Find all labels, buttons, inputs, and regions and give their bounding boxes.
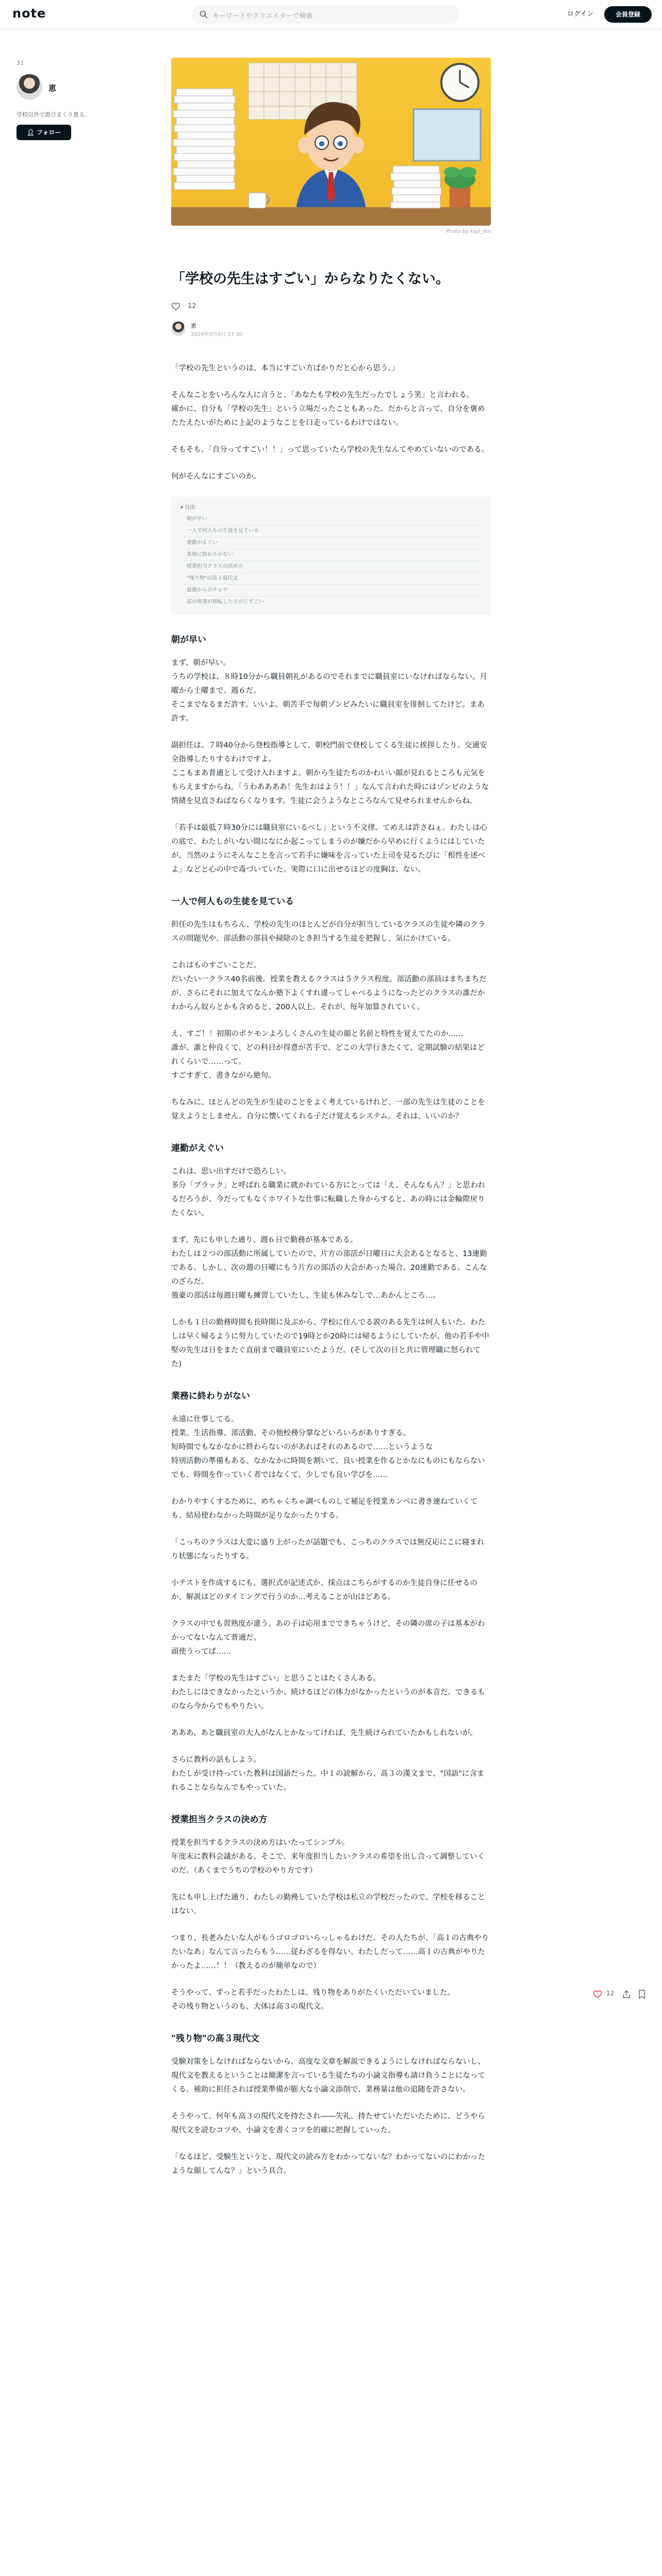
heart-icon[interactable] (171, 302, 180, 311)
follow-button[interactable] (16, 125, 71, 140)
paragraph: 先にも申し上げた通り、わたしの勤務していた学校は私立の学校だったので、学校を移ることはない。 (171, 1893, 485, 1916)
paragraph: 副担任は、７時40分から登校指導として、朝校門前で登校してくる生徒に挨拶したり、交通安全指導したりするわけですよ。 ここもまあ普通として受け入れますよ。朝から生徒たちのかわいい顔が見れるところも元気をもらえますからね。「うわああああ！先生おはよう！！」なんて言われた時にはゾンビのような情緒を見直さねばならくなります。生徒に会うようなところなんて見せられませんからね。 (171, 741, 489, 805)
article-body (171, 362, 491, 2191)
author-name[interactable]: 恵 (191, 323, 196, 329)
section-heading: 授業担当クラスの決め方 (171, 1815, 268, 1825)
paragraph: わかりやすくするために、めちゃくちゃ調べものして補足を授業カンペに書き連ねていくても、結局使わなかった時間が足りなかったりする。 (171, 1498, 478, 1520)
paragraph: これはものすごいことだ。 だいたい一クラス40名前後。授業を教えるクラスは５クラス程度。部活動の部員はまちまちだが、さらにそれに加えてなんか塾下よくすれ違ってしゃべるようになったどのクラスの誰だかわからん奴らとかも含めると、200人以上。それが、毎年加算されていく。 (171, 961, 487, 1011)
paragraph: え、すご！！初期のポケモンよろしくさんの生徒の顔と名前と特性を覚えてたのか…… 誰が、誰と仲良くて、どの科目が得意が苦手で、どこの大学行きたくて、定期試験の結果はどれくらいで……って。 すごすぎて、書きながら絶句。 (171, 1030, 485, 1080)
paragraph: 「こっちのクラスは大変に盛り上がったが話題でも、こっちのクラスでは無反応にこに寝まれり状態になったりする。 (171, 1538, 485, 1561)
toc-item[interactable]: 部の刑事が移転した方がにすごい (187, 599, 264, 605)
hero-image (171, 58, 491, 226)
person-add-icon: 👤︎ (26, 129, 35, 136)
paragraph: つまり、長老みたいな人がもうゴロゴロいらっしゃるわけだ。その人たちが、「高１の古典やりたいなあ」なんて言ったらもう……従わざるを得ない。わたしだって……高１の古典がやりたかったよ……！！（教えるのが簡単なので） (171, 1934, 489, 1970)
share-icon[interactable] (622, 1990, 631, 1999)
toc-item[interactable]: 業務に終わりがない (180, 549, 482, 561)
article-title: 「学校の先生はすごい」からなりたくない。 (171, 271, 450, 287)
note-logo[interactable]: note (12, 6, 46, 21)
paragraph: クラスの中でも習熟度が違う。あの子は応用までできちゃうけど、その隣の席の子は基本がわかってないなんて普通だ。 頭使うってば…… (171, 1620, 485, 1656)
paragraph: 授業を担当するクラスの決め方はいたってシンプル。 年度末に教科会議がある。そこで、来年度担当したいクラスの希望を出し合って調整していくのだ。（あくまでうちの学校のやり方です） (171, 1839, 485, 1875)
paragraph: まず、先にも申した通り、週６日で勤務が基本である。 わたしは２つの部活動に所属していたので、片方の部活が日曜日に大会あるとなると、13連勤である。しかし、次の週の日曜にもう片方の部活の大会があった場合、20連勤である。こんなのざらだ。 強豪の部活は毎週日曜も練習していたし、生徒も休みなしで…あかんところ…。 (171, 1236, 487, 1300)
toc-item[interactable]: 授業担当クラスの決め方 (180, 561, 482, 573)
table-of-contents (171, 497, 491, 615)
toc-item[interactable]: 一人で何人もの生徒を見ている (180, 526, 482, 537)
author-avatar[interactable] (16, 74, 42, 100)
paragraph: まず、朝が早い。 うちの学校は、８時10分から職員朝礼があるのでそれまでに職員室にいなければならない。月曜から土曜まで。週６だ。 そこまでなるまだ許す。いいよ。朝苦手で毎朝ゾンビみたいに職員室を徘徊してたけど。まあ許す。 (171, 659, 487, 723)
paragraph: またまた「学校の先生はすごい」と思うことはたくさんある。 わたしにはできなかったというか、続けるほどの体力がなかったというのが本音だ。できるものなら今からでもやりたい。 (171, 1674, 485, 1710)
paragraph: そうやって、ずっと若手だったわたしは、残り物をありがたくいただいていました。 その残り物というのも、大体は高３の現代文。 (171, 1989, 455, 2011)
like-count[interactable]: 12 (188, 302, 196, 310)
site-header (0, 0, 662, 29)
sidebar-count: 31 (16, 60, 24, 66)
author-sidebar (16, 60, 94, 136)
signup-button[interactable]: 会員登録 (604, 6, 652, 23)
search-icon (199, 10, 208, 19)
author-avatar-small[interactable] (171, 321, 186, 336)
author-row[interactable] (171, 321, 377, 339)
paragraph: そうやって、何年も高３の現代文を持たされ――失礼、持たせていただいたために、どうやら現代文を読むコツや、小論文を書くコツを的確に把握していった。 (171, 2112, 485, 2134)
paragraph: そんなことをいろんな人に言うと、「あなたも学校の先生だったでしょう笑」と言われる。 確かに、自分も「学校の先生」という立場だったこともあった。だからと言って、自分を褒めたたえたいがために上記のようなことを口走っているわけではない。 (171, 391, 485, 427)
paragraph: ちなみに、ほとんどの先生が生徒のことをよく考えているけれど、一部の先生は生徒のことを覚えようとしません。自分に懐いてくれる子だけ覚えるシステム。それは、いいのか？ (171, 1098, 485, 1121)
heart-icon[interactable] (593, 1990, 602, 1999)
paragraph: これは、思い出すだけで恐ろしい。 多分「ブラック」と呼ばれる職業に就かれている方にとっては「え、そんなもん？」と思われるだろうが、今だってもなくホワイトな仕事に転職した身からすると、あの時には金輪際戻りたくない。 (171, 1167, 486, 1217)
sidebar-author-name[interactable]: 恵 (48, 83, 57, 93)
hero-credit[interactable]: Photo by ksyl_ain (445, 229, 491, 234)
article-header (171, 58, 491, 226)
sidebar-author-description: 学校以外で遊びまくり恵る。 (16, 111, 90, 118)
paragraph: 「学校の先生というのは、本当にすごい方ばかりだと心から思う。」 (171, 364, 400, 372)
paragraph: 受験対策をしなければならないから、高度な文章を解説できるようにしなければならないし、現代文を教えるということは簡潔を言っている生徒たちの小論文指導も請け負うことになってくる。補助に担任されば授業準備が膨大な小論文添削で、業務量は他の追随を許さない。 (171, 2058, 485, 2094)
search-box[interactable] (192, 5, 460, 24)
paragraph: そもそも、「自分ってすごい！！」って思っていたら学校の先生なんてやめていないのである。 (171, 446, 489, 454)
section-heading: "残り物"の高３現代文 (171, 2033, 259, 2044)
follow-label: フォロー (37, 129, 61, 136)
paragraph: 小テストを作成するにも、選択式が記述式か、採点はこちらがするのか生徒自身に任せるのか、解説はどのタイミングで行うのか…考えることが山ほどある。 (171, 1579, 477, 1601)
toc-heading-label: 目次 (185, 505, 195, 511)
paragraph: しかも１日の勤務時間も長時間に及ぶから、学校に住んでる説のある先生は何人もいた。わたしは早く帰るように努力していたので19時とか20時には帰るようにしていたが、他の若手や中堅の先生は日をまたぐ直前まで職員室にいたようだ。(そして次の日と共に管理職に怒られてた) (171, 1318, 489, 1368)
section-heading: 一人で何人もの生徒を見ている (171, 896, 294, 907)
paragraph: 「なるほど、受験生というと、現代文の読み方をわかってないな？わかってないのにわかったような顔してんな？」という具合。 (171, 2153, 485, 2175)
floating-like-count[interactable]: 12 (606, 1990, 615, 1997)
toc-toggle-icon: ▾ (180, 505, 184, 511)
toc-item[interactable]: 朝が早い (180, 514, 482, 526)
section-heading: 連勤がえぐい (171, 1143, 224, 1154)
paragraph: 「若手は最低７時30分には職員室にいるべし」という不文律。てめえは許さねぇ。わたしは心の底で、わたしがいない間になにか起こってしまうのが嫌だから早めに行くようにはしていたが、当然のようにそんなことを言って若手に嫌味を言っていた上司を見るたびに「根性を述べよ」などと心の中で毒づいていた。実際に口に出せるほどの度胸は、ない。 (171, 824, 487, 874)
toc-item[interactable]: "残り物"の高３現代文 (180, 573, 482, 585)
paragraph: さらに教科の話もしよう。 わたしが受け持っていた教科は国語だった。中１の読解から、高３の漢文まで、"国語"に含まれることならなんでもやっていた。 (171, 1756, 485, 1792)
publish-date: 2024年3月9日 17:30 (191, 332, 243, 337)
toc-item[interactable]: 連勤がえぐい (180, 537, 482, 549)
paragraph: 担任の先生はもちろん、学校の先生のほとんどが自分が担当しているクラスの生徒や隣のクラスの問題児や、部活動の部員や掃除のとき担当する生徒を把握し、気にかけている。 (171, 921, 486, 943)
paragraph: あああ、あと職員室の大人がなんとかなってければ、先生続けられていたかもしれないが。 (171, 1729, 477, 1737)
section-heading: 業務に終わりがない (171, 1391, 250, 1401)
toc-heading[interactable] (180, 503, 482, 511)
login-button[interactable]: ログイン (567, 10, 594, 18)
paragraph: 永遠に仕事してる。 授業、生活指導、部活動、その他校務分掌などいろいろがありすぎる。 短時間でもなかなかに終わらないのがあればそれのあるので……というような 特別活動の準備もある。なかなかに時間を割いて、良い授業を作るとかなにものにもならないでも、時間を作っていく者ではなくて、少しでも良い学びを…… (171, 1415, 485, 1479)
section-heading: 朝が早い (171, 635, 206, 645)
search-placeholder: キーワードやクリエイターで検索 (212, 12, 313, 20)
toc-item[interactable]: 最後からのチョウ (180, 585, 482, 597)
hero-illustration (171, 58, 491, 226)
bookmark-icon[interactable] (637, 1989, 647, 1999)
floating-actions (593, 1987, 655, 2002)
paragraph: 何がそんなにすごいのか。 (171, 472, 261, 481)
